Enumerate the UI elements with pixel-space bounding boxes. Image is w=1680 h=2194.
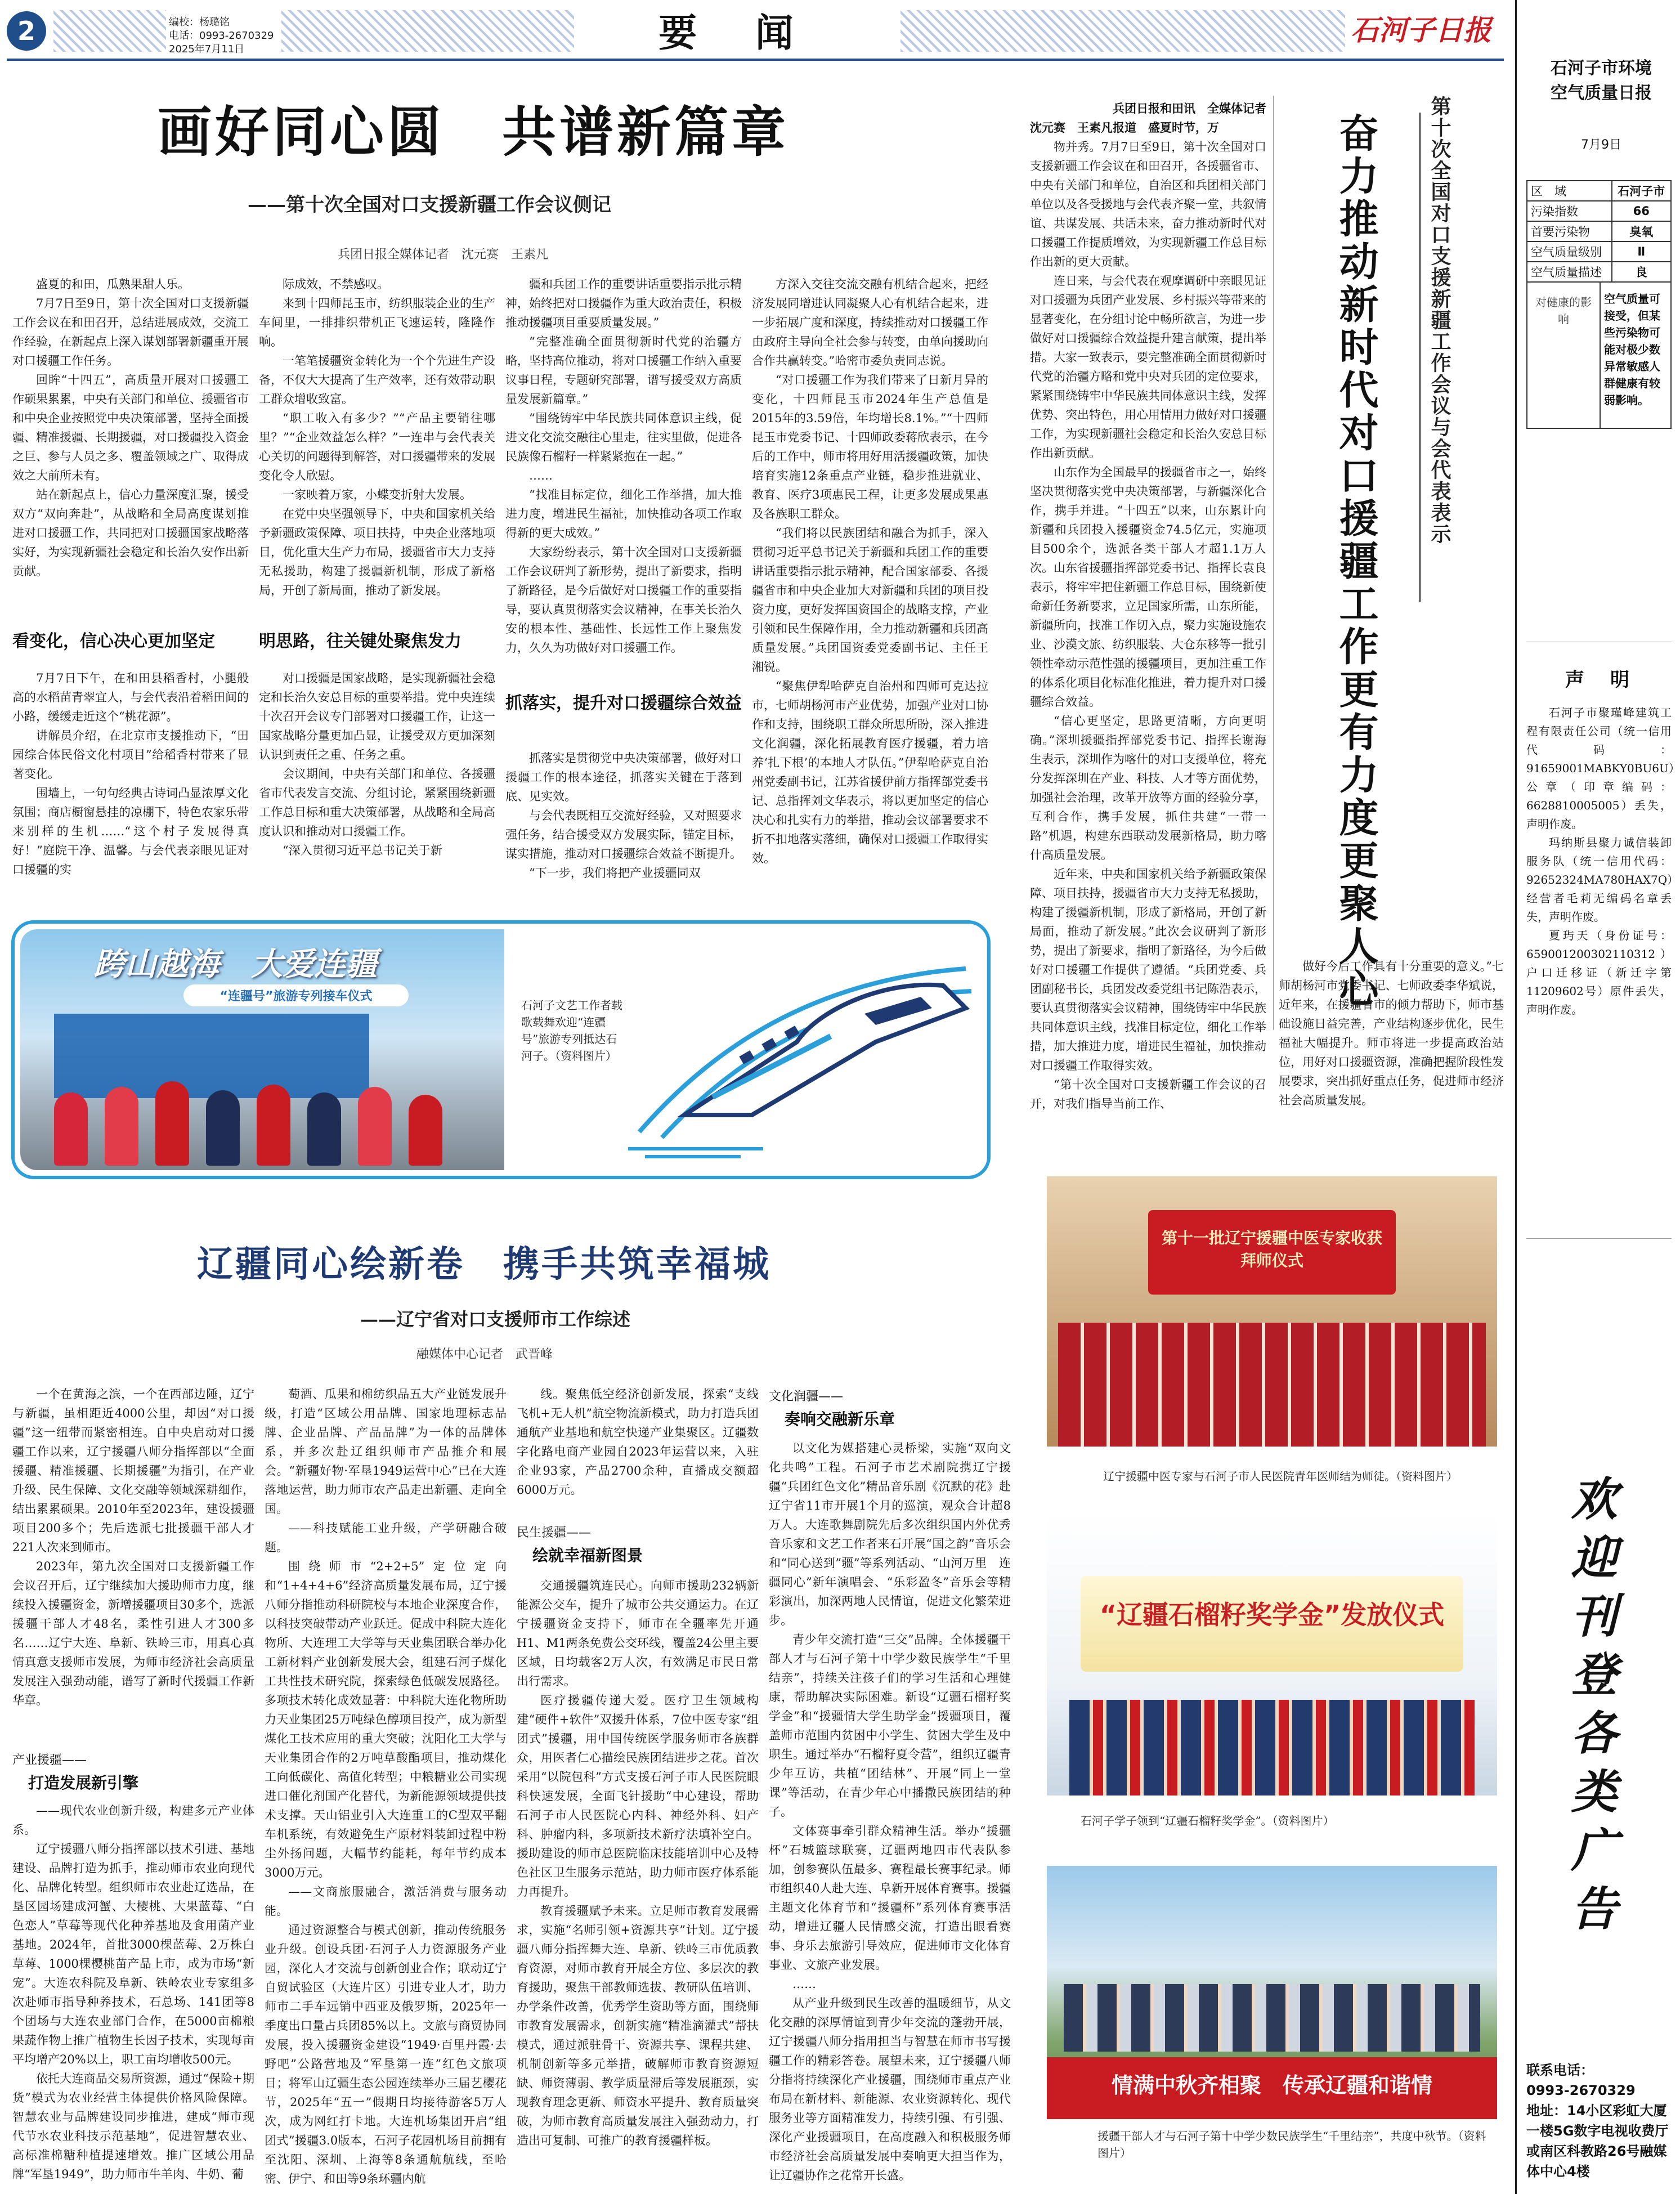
- photo3-banner-text: “辽疆石榴籽奖学金”发放仪式: [1099, 1600, 1445, 1630]
- photo3: [1047, 1514, 1497, 1796]
- article3-col2: [1279, 957, 1504, 1107]
- paragraph: 通过资源整合与模式创新，推动传统服务业升级。创设兵团·石河子人力资源服务产业园，深化人才交流与创新创业合作；联动辽宁自贸试验区（大连片区）引进专业人才，助力师市二手车远销中西亚及俄罗斯，2025年一季度出口量占兵团85%以上。文旅与商贸协同发展，投入援疆资金建设“1949·百里丹霞·去野吧”公路营地及“军垦第一连”红色文旅项目；将军山辽疆生态公园连续举办三届艺樱花节，2025年“五一”假期日均接待游客5万人次，成为网红打卡地。大连机场集团开启“组团式”援疆3.0版本，石河子花园机场目前拥有至沈阳、深圳、上海等8条通航航线，至哈密、伊宁、和田等9条环疆内航: [265, 1923, 507, 2186]
- paragraph: ——科技赋能工业升级，产学研融合破题。: [265, 1521, 507, 1554]
- photo4: [1047, 1866, 1497, 2119]
- notice-item: 玛纳斯县聚力诚信装卸服务队（统一信用代码：92652324MA780HAX7Q）经营者毛莉无编码名章丢失，声明作废。: [1526, 836, 1679, 924]
- aq-row: [1527, 241, 1671, 262]
- article3-vertical-subtitle: 第十次全国对口支援新疆工作会议与会代表表示: [1428, 96, 1451, 545]
- photo2: [1047, 1176, 1497, 1447]
- paragraph: “职工收入有多少？”“产品主要销往哪里？”“企业效益怎么样？”一连串与会代表关心关切的问题得到解答，对口援疆带来的发展变化令人欣慰。: [259, 411, 495, 482]
- photo2-caption: 辽宁援疆中医专家与石河子市人民医院青年医师结为师徒。（资料图片）: [1103, 1470, 1458, 1483]
- article1-col4: [752, 275, 988, 911]
- article2-title: 辽疆同心绘新卷 携手共筑幸福城: [197, 1244, 771, 1286]
- article1-col3: [505, 275, 742, 688]
- masthead-stripes-left: [53, 10, 166, 52]
- paragraph: 围墙上，一句句经典古诗词凸显浓厚文化氛围；商店橱窗悬挂的凉棚下，特色农家乐带来别样的生机……“这个村子发展得真好！”庭院干净、温馨。与会代表亲眼见证对口援疆的实: [12, 786, 249, 876]
- article3-byline-line2: 沈元赛 王素凡报道 盛夏时节，万: [1030, 121, 1219, 135]
- section-title: 要 闻: [658, 11, 816, 56]
- paragraph: 会议期间，中央有关部门和单位、各援疆省市代表发言交流、分组讨论，紧紧围绕新疆工作总目标和重大决策部署，从战略和全局高度认识和推动对口援疆工作。: [259, 767, 495, 838]
- ad-slogan: 欢迎刊登各类广告: [1563, 1475, 1618, 1943]
- article1-subhead-2: 明思路，往关键处聚焦发力: [259, 632, 462, 651]
- aq-row-label: 空气质量级别: [1527, 241, 1612, 262]
- paragraph: 青少年交流打造“三交”品牌。全体援疆干部人才与石河子第十中学少数民族学生“千里结亲”，持续关注孩子们的学习生活和心理健康，帮助解决实际困难。新设“辽疆石榴籽奖学金”和“援疆情大学生助学金”援疆项目，覆盖师市范围内贫困中小学生、贫困大学生及中职生。通过举办“石榴籽夏令营”，组织辽疆青少年互访，共植“团结林”、开展“同上一堂课”等活动，在青少年心中播撒民族团结的种子。: [769, 1633, 1011, 1819]
- article1-col3b: [505, 749, 742, 912]
- aq-row-label: 污染指数: [1527, 201, 1612, 221]
- article2-col3-subhead: 绘就幸福新图景: [532, 1546, 643, 1565]
- paragraph: 以文化为媒搭建心灵桥梁，实施“双向文化共鸣”工程。石河子市艺术剧院携辽宁援疆“兵团红色文化”精品音乐剧《沉默的花》赴辽宁省11市开展1个月的巡演，观众合计超8万人。大连歌舞剧院先后多次组织国内外优秀音乐家和文艺工作者来石开展“国之韵”音乐会和“同心送到”疆”等系列活动、“山河万里 连疆同心”新年演唱会、“乐彩盈冬”音乐会等精彩演出，加深两地人民情谊，促进文化繁荣进步。: [769, 1441, 1011, 1627]
- masthead: [0, 0, 1679, 62]
- article3-vertical-title: 奋力推动新时代对口援疆工作更有力度更聚人心: [1333, 113, 1379, 1011]
- masthead-info: [169, 16, 274, 56]
- article2-col3b: [517, 1576, 759, 2189]
- paragraph: “围绕铸牢中华民族共同体意识主线，促进文化交流交融往心里走，往实里做，促进各民族像石榴籽一样紧紧抱在一起。”: [505, 411, 742, 463]
- article2-col1b: [12, 1801, 254, 2189]
- notice-title: 声 明: [1565, 669, 1633, 691]
- photo1-banner-text: 跨山越海 大爱连疆: [93, 946, 377, 983]
- article3-divider: [1273, 96, 1274, 1030]
- paragraph: 从产业升级到民生改善的温暖细节，从文化交融的深厚情谊到青少年交流的蓬勃开展，辽宁援疆八师分指用担当与智慧在师市书写援疆工作的精彩答卷。展望未来，辽宁援疆八师分指将持续深化产业援疆，围绕师市重点产业布局在新材料、新能源、农业资源转化、现代服务业等方面精准发力，持续引强、有引强、深化产业援疆项目，在高度融入和积极服务师市经济社会高质量发展中奏响更大担当作为，让辽疆协作之花常开长盛。: [769, 1996, 1011, 2182]
- photo3-people: [1069, 1700, 1475, 1796]
- masthead-stripes-right: [901, 10, 1345, 52]
- article2-col2: [265, 1385, 507, 2189]
- photo1-image: [20, 929, 504, 1170]
- sidebar-rule-2: [1526, 1238, 1672, 1239]
- paragraph: ——文商旅服融合，激活消费与服务动能。: [265, 1885, 507, 1918]
- article1-col1: [12, 275, 249, 618]
- article2-byline: 融媒体中心记者 武晋峰: [416, 1347, 553, 1362]
- paragraph: “聚焦伊犁哈萨克自治州和四师可克达拉市，七师胡杨河市产业优势，加强产业对口协作和支持，围绕职工群众所思所盼，深入推进文化润疆，深化拓展教育医疗援疆，着力培养‘扎下根’的本地人才队伍。”伊犁哈萨克自治州党委副书记，江苏省援伊前方指挥部党委书记、总指挥刘文华表示，将以更加坚定的信心决心和扎实有力的举措，推动会议部署要求不折不扣地落实落细，确保对口援疆工作取得实效。: [752, 679, 988, 865]
- paragraph: 近年来，中央和国家机关给予新疆政策保障、项目扶持，援疆省市大力支持无私援助，构建了援疆新机制，形成了新格局，开创了新局面，推动了新发展。”此次会议研判了新形势，提出了新要求，指明了新路径，为今后做好对口援疆工作提供了遵循。“兵团党委、兵团副秘书长，兵团发改委党组书记陈浩表示，要认真贯彻落实会议精神，围绕铸牢中华民族共同体意识主线，找准目标定位，细化工作举措，加大推进力度，增进民生福祉，加快推动对口援疆工作取得实效。: [1030, 867, 1266, 1072]
- aq-title-line1: 石河子市环境: [1551, 59, 1652, 78]
- article1-byline: 兵团日报全媒体记者 沈元赛 王素凡: [338, 248, 549, 262]
- article1-col2: [259, 275, 495, 618]
- aq-row-label: 区 域: [1527, 181, 1612, 201]
- paragraph: 围绕师市“2+2+5”定位定向和“1+4+4+6”经济高质量发展布局，辽宁援八师分指推动科研院校与本地企业深度合作，以科技突破带动产业跃迁。促成中科院大连化物所、大连理工大学等与天业集团联合举办化工新材料产业创新发展大会，组建石河子煤化工共性技术研究院，探索绿色低碳发展路径。多项技术转化成效显著：中科院大连化物所助力天业集团25万吨绿色醇项目投产，成为新型煤化工技术应用的重大突破；沈阳化工大学与天业集团合作的2万吨草酸酯项目，推动煤化工向低碳化、高值化转型；中粮糖业公司实现进口催化剂国产化替代，为新能源领域提供技术支撑。天山铝业引入大连重工的C型双平翻车机系统，有效避免生产原材料装卸过程中粉尘外扬问题，大幅节约能耗，每年节约成本3000万元。: [265, 1560, 507, 1879]
- photo1-caption: 石河子文艺工作者载歌载舞欢迎“连疆号”旅游专列抵达石河子。（资料图片）: [521, 999, 622, 1063]
- paragraph: “对口援疆工作为我们带来了日新月异的变化，十四师昆玉市2024年生产总值是2015年的3.59倍，年均增长8.1%。”“十四师昆玉市党委书记、十四师政委蒋欣表示，在今后的工作中，师市将用好用活援疆政策，加快培育实施12条重点产业链，稳步推进就业、教育、医疗3项惠民工程，让更多发展成果惠及各族职工群众。: [752, 373, 988, 521]
- masthead-stripes-mid: [281, 10, 574, 52]
- paragraph: 与会代表既相互交流好经验，又对照要求强任务，结合援受双方发展实际，锚定目标，谋实措施，推动对口援疆综合效益不断提升。: [505, 809, 742, 861]
- aq-row: [1527, 201, 1671, 221]
- paragraph: 连日来，与会代表在观摩调研中亲眼见证对口援疆为兵团产业发展、乡村振兴等带来的显著变化，在分组讨论中畅所欲言，为进一步做好对口援疆综合效益提升建言献策，提出举措。大家一致表示，要完整准确全面贯彻新时代党的治疆方略和党中央对兵团的定位要求，紧紧围绕铸牢中华民族共同体意识主线，发挥优势、突出特色，用心用情用力做好对口援疆工作，为实现新疆社会稳定和长治久安总目标作出新贡献。: [1030, 274, 1266, 460]
- paragraph: 在党中央坚强领导下，中央和国家机关给予新疆政策保障、项目扶持，中央企业落地项目，优化重大生产力布局，援疆省市大力支持无私援助，构建了援疆新机制，形成了新格局，开创了新局面，推动了新发展。: [259, 507, 495, 597]
- article2-col1: [12, 1385, 254, 1745]
- paragraph: ……: [529, 469, 553, 482]
- article1-title: 画好同心圆 共谱新篇章: [158, 101, 789, 164]
- page-number: 2: [7, 11, 46, 51]
- article3-col1: [1030, 137, 1266, 1111]
- aq-row-value: 66: [1612, 201, 1671, 221]
- paragraph: 站在新起点上，信心力量深度汇聚，援受双方“双向奔赴”，从战略和全局高度谋划推进对口援疆工作，共同把对口援疆国家战略落实好，为实现新疆社会稳定和长治久安作出新贡献。: [12, 488, 249, 578]
- paragraph: 医疗援疆传递大爱。医疗卫生领域构建“硬件+软件”双援升体系，7位中医专家“组团式”援疆，用中国传统医学服务师市各族群众，用医者仁心描绘民族团结进步之花。首次采用“以院包科”方式支援石河子市人民医院眼科快速发展，全面飞针援助“中心建设，帮助石河子市人民医院心内科、神经外科、妇产科、肿瘤内科，多项新技术新疗法填补空白。援助建设的师市总医院临床技能培训中心及特色社区卫生服务示范站，助力师市医疗体系能力再提升。: [517, 1694, 759, 1899]
- article2-col4: [769, 1439, 1011, 2189]
- notice-item: 石河子市聚瑾峰建筑工程有限责任公司（统一信用代码：91659001MABKY0BU6U）公章（印章编码：6628810005005）丢失，声明作废。: [1526, 706, 1680, 831]
- paragraph: 一笔笔援疆资金转化为一个个先进生产设备，不仅大大提高了生产效率，还有效带动职工群众增收致富。: [259, 354, 495, 406]
- photo4-banner-text: 情满中秋齐相聚 传承辽疆和谐情: [1111, 2073, 1432, 2098]
- aq-health-text: 空气质量可接受，但某些污染物可能对极少数异常敏感人群健康有较弱影响。: [1604, 292, 1660, 407]
- paragraph: 对口援疆是国家战略，是实现新疆社会稳定和长治久安总目标的重要举措。党中央连续十次召开会议专门部署对口援疆工作，让这一国家战略分量更加凸显，让援受双方更加深刻认识到责任之重、任务之重。: [259, 671, 495, 762]
- paragraph: 盛夏的和田，瓜熟果甜人乐。: [36, 277, 190, 291]
- notice-item: 夏玙天（身份证号：659001200302110312）户口迁移证（新迁字第11209602号）原件丢失，声明作废。: [1526, 929, 1672, 1017]
- contact-label: 联系电话：: [1526, 2062, 1594, 2078]
- paragraph: “第十次全国对口支援新疆工作会议的召开，对我们指导当前工作、: [1030, 1078, 1266, 1111]
- paragraph: 萄酒、瓜果和棉纺织品五大产业链发展升级，打造“区域公用品牌、国家地理标志品牌、企业品牌、产品品牌”为一体的品牌体系，并多次赴辽组织师市产品推介和展会。“新疆好物·军垦1949运营中心”已在大连落地运营，助力师市农产品走出新疆、走向全国。: [265, 1387, 507, 1516]
- photo2-people: [1058, 1323, 1486, 1447]
- photo1-frame: [11, 920, 991, 1179]
- aq-row: [1527, 221, 1671, 241]
- paragraph: 线。聚焦低空经济创新发展，探索“支线飞机+无人机”航空物流新模式，助力打造兵团通航产业基地和航空快递产业集聚区。辽疆数字化路电商产业园自2023年运营以来，入驻企业93家，产品2700余种，直播成交额超6000万元。: [517, 1387, 759, 1497]
- paragraph: 讲解员介绍，在北京市支援推动下，“田园综合体民俗文化村项目”给稻香村带来了显著变化。: [12, 729, 249, 781]
- paragraph: 抓落实是贯彻党中央决策部署，做好对口援疆工作的根本途径，抓落实关键在于落到底、见实效。: [505, 751, 742, 803]
- phone-label: 电话：0993-2670329: [169, 30, 274, 42]
- date-label: 2025年7月11日: [169, 43, 245, 55]
- aq-title-line2: 空气质量日报: [1551, 83, 1652, 103]
- photo1-banner-sub: “连疆号”旅游专列接车仪式: [183, 984, 409, 1006]
- aq-health-row: [1526, 283, 1672, 429]
- paragraph: 做好今后工作具有十分重要的意义。”七师胡杨河市党委书记、七师政委李华斌说，近年来，在援疆省市的倾力帮助下，师市基础设施日益完善，产业结构逐步优化，民生福祉大幅提升。师市将进一步提高政治站位，用好对口援疆资源，准确把握阶段性发展要求，突出抓好重点任务，促进师市经济社会高质量发展。: [1279, 960, 1504, 1107]
- aq-title: [1531, 56, 1672, 106]
- paragraph: 疆和兵团工作的重要讲话重要指示批示精神，始终把对口援疆作为重大政治责任，积极推动援疆项目重要质量发展。”: [505, 277, 742, 329]
- paragraph: 7月7日下午，在和田县稻香村，小腿般高的水稻苗青翠宜人，与会代表沿着稻田间的小路，缓缓走近这个“桃花源”。: [12, 671, 249, 723]
- contact-address: 地址：14小区彩虹大厦一楼5G数字电视收费厅或南区科教路26号融媒体中心4楼: [1526, 2103, 1669, 2179]
- aq-row-label: 首要污染物: [1527, 221, 1612, 241]
- paragraph: 交通援疆筑连民心。向师市援助232辆新能源公交车，提升了城市公共交通运力。在辽宁援疆资金支持下，师市在全疆率先开通H1、M1两条免费公交环线，覆盖24公里主要区域，日均载客2万人次，有效满足市民日常出行需求。: [517, 1579, 759, 1688]
- photo4-caption: 援疆干部人才与石河子第十中学少数民族学生“千里结亲”，共度中秋节。（资料图片）: [1097, 2129, 1486, 2160]
- paragraph: “下一步，我们将把产业援疆同双: [529, 866, 701, 880]
- train-illustration: [628, 946, 977, 1160]
- article3-subtitle-rule: [1419, 113, 1421, 602]
- aq-table: [1526, 180, 1672, 429]
- masthead-rule: [7, 59, 1504, 61]
- article2-col4-subhead: 奏响交融新乐章: [785, 1410, 895, 1429]
- article3-byline-line1: 兵团日报和田讯 全媒体记者: [1113, 102, 1266, 115]
- aq-row-value: Ⅱ: [1612, 241, 1671, 262]
- notices-list: [1526, 704, 1680, 1154]
- article1-col1b: [12, 669, 249, 911]
- paragraph: 来到十四师昆玉市，纺织服装企业的生产车间里，一排排织带机正飞速运转，隆隆作响。: [259, 297, 495, 348]
- editor-label: 编校：杨璐铭: [169, 16, 230, 28]
- article3-byline: [1030, 99, 1266, 137]
- aq-row: [1527, 262, 1671, 282]
- paragraph: “信心更坚定，思路更清晰，方向更明确。”深圳援疆指挥部党委书记、指挥长谢海生表示，深圳作为喀什的对口支援单位，将充分发挥深圳在产业、科技、人才等方面优势，加强社会治理，改革开放等方面的经验分享，互利合作，携手发展，抓住共建“一带一路”机遇，构建东西联动发展新格局，助力喀什高质量发展。: [1030, 714, 1266, 862]
- paragraph: 2023年，第九次全国对口支援新疆工作会议召开后，辽宁继续加大援助师市力度，继续投入援疆资金，新增援疆项目30多个，选派援疆干部人才48名，柔性引进人才300多名……辽宁大连、阜新、铁岭三市，用真心真情真意支援师市发展，为师市经济社会高质量发展注入强劲动能，谱写了新时代援疆工作新华章。: [12, 1560, 254, 1707]
- contact-phone: 0993-2670329: [1526, 2083, 1636, 2098]
- article2-col1-kicker: 产业援疆——: [12, 1753, 87, 1767]
- train-icon: [628, 946, 977, 1160]
- paragraph: 辽宁援疆八师分指挥部以技术引进、基地建设、品牌打造为抓手，推动师市农业向现代化、品牌化转型。组织师市农业赴辽选品，在垦区园场建成河蟹、大樱桃、大果蓝莓、“白色恋人”草莓等现代化种养基地及食用菌产业基地。2024年，首批3000棵蓝莓、2万株白草莓、1000棵樱桃苗产品上市，成为市场“新宠”。大连农科院及阜新、铁岭农业专家组多次赴师市指导种养技术，石总场、141团等8个团场与大连农业部门合作，在5000亩棉粮果蔬作物上推广植物生长因子技术，实现每亩平均增产20%以上，职工亩均增收500元。: [12, 1842, 254, 2066]
- photo2-banner-text: 第十一批辽宁援疆中医专家收获拜师仪式: [1161, 1229, 1382, 1270]
- photo1-dancers: [43, 1070, 482, 1170]
- article2-col3-kicker: 民生援疆——: [517, 1526, 592, 1540]
- aq-row-label: 空气质量描述: [1527, 262, 1612, 282]
- article2-col3: [517, 1385, 759, 1520]
- paragraph: 回眸“十四五”，高质量开展对口援疆工作硕果累累，中央有关部门和单位、援疆省市和中央企业按照党中央决策部署，坚持全面援疆、精准援疆、长期援疆，对口援疆投入资金之巨、参与人员之多、覆盖领域之广、取得成效之大前所未有。: [12, 373, 249, 482]
- paragraph: 大家纷纷表示，第十次全国对口支援新疆工作会议研判了新形势，提出了新要求，指明了新路径，是今后做好对口援疆工作的重要指导，要认真贯彻落实会议精神，在事关长治久安的根本性、基础性、长远性工作上聚焦发力，久久为功做好对口援疆工作。: [505, 545, 742, 655]
- paragraph: ……: [792, 1977, 816, 1991]
- paragraph: ——现代农业创新升级，构建多元产业体系。: [12, 1804, 254, 1837]
- paragraph: 一个在黄海之滨，一个在西部边陲，辽宁与新疆，虽相距近4000公里，却因“对口援疆”这一纽带而紧密相连。自中央启动对口援疆工作以来，辽宁援疆八师分指挥部以“全面援疆、精准援疆、长期援疆”为指引，在产业升级、民生保障、文化交融等领域深耕细作，结出累累硕果。2010年至2023年，建设援疆项目200多个；先后选派七批援疆干部人才221人次来到师市。: [12, 1387, 254, 1554]
- article2-subtitle: ——辽宁省对口支援师市工作综述: [360, 1309, 631, 1330]
- paragraph: 依托大连商品交易所资源，通过“保险+期货”模式为农业经营主体提供价格风险保障。智慧农业与品牌建设同步推进，建成“师市现代节水农业科技示范基地”，促进智慧农业、高标准棉糖种植提速增效。推广区域公用品牌“军垦1949”，助力师市牛羊肉、牛奶、葡: [12, 2072, 254, 2181]
- paragraph: 物并秀。7月7日至9日，第十次全国对口支援新疆工作会议在和田召开，各援疆省市、中央有关部门和单位，自治区和兵团相关部门单位以及各受援地与会代表齐聚一堂，共叙情谊、共谋发展、共话未来，奋力推动新时代对口援疆工作提质增效，为实现新疆工作总目标作出新的更大贡献。: [1030, 140, 1266, 268]
- paragraph: 文体赛事牵引群众精神生活。举办“援疆杯”石城篮球联赛，辽疆两地四市代表队参加，创参赛队伍最多、赛程最长赛事纪录。师市组织40人赴大连、阜新开展体育赛事。援疆主题文化体育节和“援疆杯”系列体育赛事活动，增进辽疆人民情感交流，打造出眼看赛事、身乐去旅游引导效应，促进师市文化体育事业、文旅产业发展。: [769, 1824, 1011, 1972]
- paragraph: 方深入交往交流交融有机结合起来，把经济发展同增进认同凝聚人心有机结合起来，进一步拓展广度和深度，持续推动对口援疆工作由政府主导向全社会参与转变，由单向援助向合作共赢转变。”哈密市委负责同志说。: [752, 277, 988, 368]
- article1-subhead-1: 看变化，信心决心更加坚定: [12, 632, 215, 651]
- article2-col1-subhead: 打造发展新引擎: [28, 1774, 139, 1792]
- aq-row-value: 良: [1612, 262, 1671, 282]
- aq-row-value: 石河子市: [1612, 181, 1671, 201]
- aq-table-grid: [1526, 180, 1672, 283]
- paragraph: “完整准确全面贯彻新时代党的治疆方略，坚持高位推动，将对口援疆工作纳入重要议事日程，专题研究部署，谱写援受双方高质量发展新篇章。”: [505, 335, 742, 406]
- photo3-caption: 石河子学子领到“辽疆石榴籽奖学金”。（资料图片）: [1081, 1814, 1334, 1828]
- sidebar-divider: [1515, 0, 1517, 2194]
- paragraph: “深入贯彻习近平总书记关于新: [283, 844, 442, 857]
- aq-row: [1527, 181, 1671, 201]
- paragraph: 际成效，不禁感叹。: [283, 277, 389, 291]
- article2-col4-kicker: 文化润疆——: [769, 1390, 844, 1404]
- contact-block: [1526, 2060, 1674, 2182]
- paragraph: “找准目标定位，细化工作举措，加大推进力度，增进民生福祉，加快推动各项工作取得新的更大成效。”: [505, 488, 742, 540]
- paragraph: 山东作为全国最早的援疆省市之一，始终坚决贯彻落实党中央决策部署，与新疆深化合作，携手并进。“十四五”以来，山东累计向新疆和兵团投入援疆资金74.5亿元，实施项目500余个，选派各类干部人才超1.1万人次。山东省援疆指挥部党委书记、指挥长袁良表示，将牢牢把住新疆工作总目标，围绕新使命新任务新要求，立足国家所需，山东所能，新疆所向，找准工作切入点，聚力实施设施农业、沙漠文旅、纺织服装、大仓东移等一批引领性牵动示范性强的援疆项目，更加注重工作的体系化项目化标准化推进，着力提升对口援疆综合效益。: [1030, 465, 1266, 709]
- paragraph: 一家映着万家，小蝶变折射大发展。: [283, 488, 472, 502]
- photo4-people: [1064, 1984, 1480, 2052]
- aq-row-value: 臭氧: [1612, 221, 1671, 241]
- aq-health-label: 对健康的影响: [1527, 283, 1601, 428]
- article1-subhead-3: 抓落实，提升对口援疆综合效益: [505, 693, 742, 713]
- paragraph: 7月7日至9日，第十次全国对口支援新疆工作会议在和田召开，总结进展成效，交流工作经验，在新起点上深入谋划部署新疆重开展对口援疆工作任务。: [12, 297, 249, 368]
- paper-logo: 石河子日报: [1351, 14, 1491, 47]
- article1-subtitle: ——第十次全国对口支援新疆工作会议侧记: [248, 194, 611, 216]
- article1-col2b: [259, 669, 495, 911]
- paragraph: “我们将以民族团结和融合为抓手，深入贯彻习近平总书记关于新疆和兵团工作的重要讲话重要指示批示精神，配合国家部委、各援疆省市和中央企业加大对新疆和兵团的项目投资力度，更好发挥国资国企的战略支撑，产业引领和民生保障作用，全力推动新疆和兵团高质量发展。”兵团国资委党委副书记、主任王湘锐。: [752, 526, 988, 674]
- paragraph: 教育援疆赋予未来。立足师市教育发展需求，实施“名师引领+资源共享”计划。辽宁援疆八师分指挥舞大连、阜新、铁岭三市优质教育资源，对师市教育开展全方位、多层次的教育援助，聚焦干部教师选拔、教研队伍培训、办学条件改善，优秀学生资助等方面，围绕师市教育发展需求，创新实施“精准滴灌式”帮扶模式，通过派驻骨干、资源共享、课程共建、机制创新等多元举措，破解师市教育资源短缺、师资薄弱、教学质量滞后等发展瓶颈，实现教育理念更新、师资水平提升、教育质量突破，为师市教育高质量发展注入强劲动力，打造出可复制、可推广的教育援疆样板。: [517, 1904, 759, 2147]
- aq-date: 7月9日: [1581, 138, 1621, 152]
